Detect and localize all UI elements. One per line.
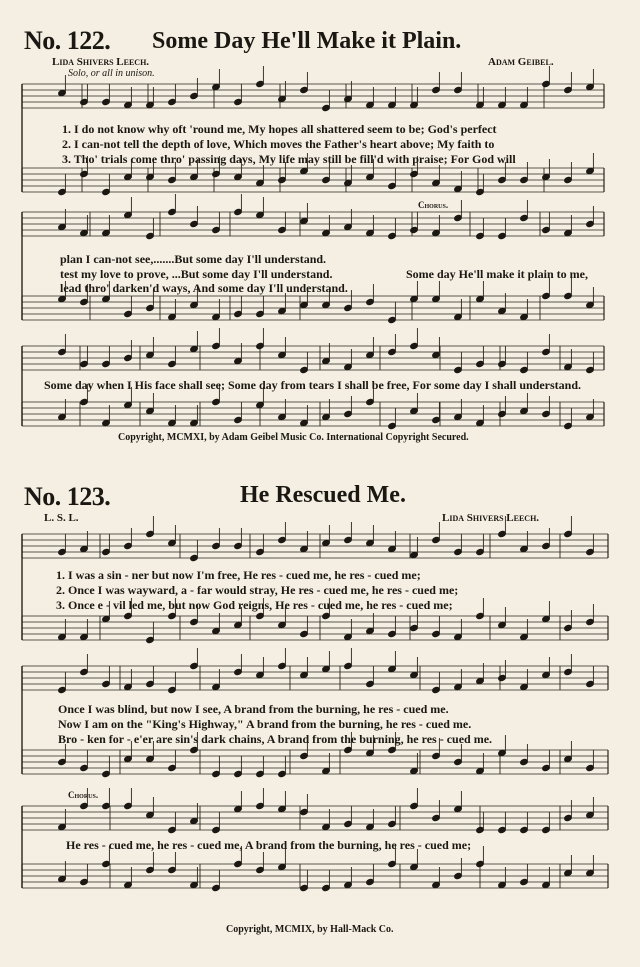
hymn-123-verse-3: 3. Once e - vil led me, but now God reigns, He res - cued me, he res - cued me;: [56, 598, 453, 612]
hymn-122-chorus-label: Chorus.: [418, 200, 449, 210]
hymn-123-chorus-text: He res - cued me, he res - cued me, A brand from the burning, he res - cued me;: [66, 838, 472, 852]
hymn-122-title: Some Day He'll Make it Plain.: [152, 28, 462, 54]
hymn-122-chorus-line-2: Some day when I His face shall see; Some day from tears I shall be free, For some day I shall understand.: [44, 378, 581, 392]
hymn-123-copyright: Copyright, MCMIX, by Hall-Mack Co.: [226, 924, 394, 935]
hymn-122-verse-3: 3. Tho' trials come thro' passing days, My life may still be fill'd with praise; For God will: [62, 152, 516, 166]
hymn-122-performance-note: Solo, or all in unison.: [68, 68, 155, 79]
hymn-123-title: He Rescued Me.: [240, 482, 406, 508]
hymn-123-verse-1: 1. I was a sin - ner but now I'm free, He res - cued me, he res - cued me;: [56, 568, 421, 582]
hymn-123-verse-cont-2: Now I am on the "King's Highway," A brand from the burning, he res - cued me.: [58, 717, 472, 731]
hymn-122-verse-cont-2: test my love to prove, ...But some day I'll understand.: [60, 267, 333, 281]
hymn-123-number: No. 123.: [24, 482, 111, 511]
hymn-123-chorus-label: Chorus.: [68, 790, 99, 800]
hymn-123-verse-cont-1: Once I was blind, but now I see, A brand from the burning, he res - cued me.: [58, 702, 449, 716]
hymn-122-words-by: Lida Shivers Leech.: [52, 56, 150, 68]
hymn-123-music-by: Lida Shivers Leech.: [442, 512, 540, 524]
hymn-122-chorus-text: Some day He'll make it plain to me,: [406, 267, 588, 281]
hymn-122-verse-2: 2. I can-not tell the depth of love, Which moves the Father's heart above; My faith to: [62, 137, 495, 151]
hymn-123-verse-2: 2. Once I was wayward, a - far would stray, He res - cued me, he res - cued me;: [56, 583, 459, 597]
hymn-122-copyright: Copyright, MCMXI, by Adam Geibel Music Co. International Copyright Secured.: [118, 432, 469, 443]
hymn-123-verse-cont-3: Bro - ken for - e'er are sin's dark chains, A brand from the burning, he res - cued me.: [58, 732, 493, 746]
hymn-122-verse-1: 1. I do not know why oft 'round me, My hopes all shattered seem to be; God's perfect: [62, 122, 497, 136]
hymn-123-words-by: L. S. L.: [44, 512, 79, 524]
hymn-122-verse-cont-1: plan I can-not see,.......But some day I'll understand.: [60, 252, 327, 266]
hymn-122-verse-cont-3: lead thro' darken'd ways, And some day I'll understand.: [60, 281, 348, 295]
hymn-122-music-by: Adam Geibel.: [488, 56, 554, 68]
hymn-122-number: No. 122.: [24, 26, 111, 55]
